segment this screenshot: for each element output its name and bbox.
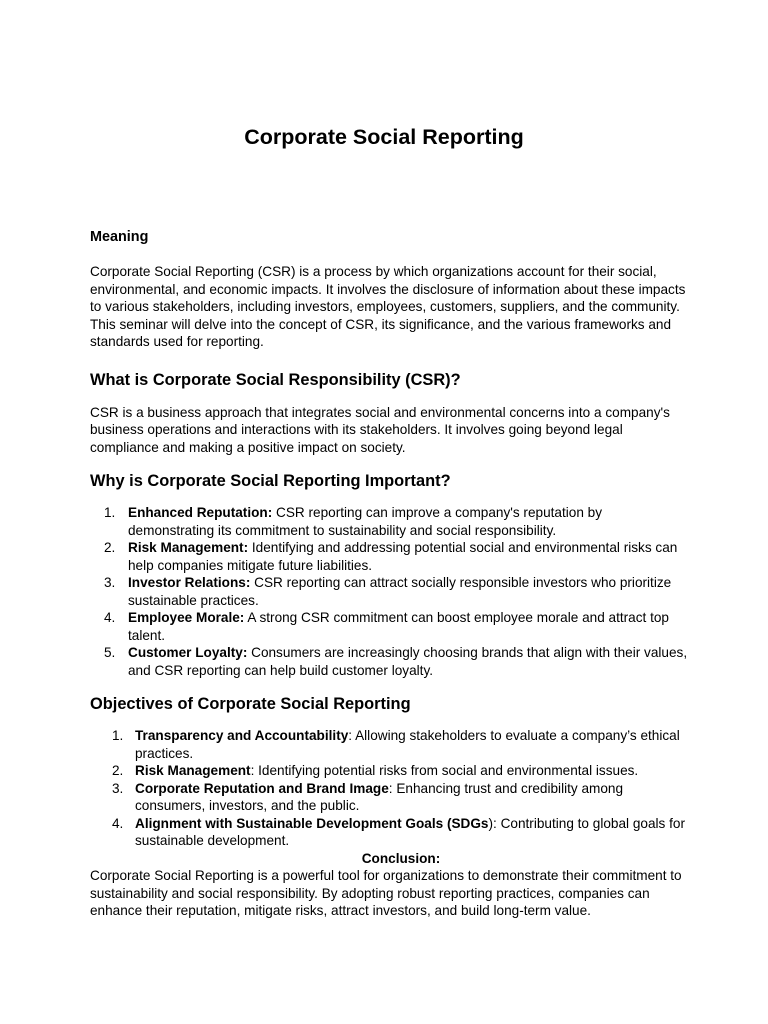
list-item [90,815,690,850]
list-item-text: Consumers are increasingly choosing brands that align with their values, and CSR reporting can help build customer loyalty. [128,645,688,678]
meaning-heading: Meaning [90,229,149,245]
list-item-number: 1. [112,728,124,743]
list-item-term: Customer Loyalty: [128,645,248,660]
list-item [90,539,690,574]
list-item-number: 3. [112,780,124,796]
list-item-term: Investor Relations: [128,575,251,590]
list-item-text: : Allowing stakeholders to evaluate a company’s ethical practices. [135,728,680,761]
list-item-number: 5. [104,645,116,660]
list-item-number: 4. [104,610,116,625]
list-item-term: Enhanced Reputation: [128,505,273,520]
list-item-text: CSR reporting can improve a company's reputation by demonstrating its commitment to sustainability and social responsibility. [128,505,603,538]
list-item-text: A strong CSR commitment can boost employee morale and attract top talent. [128,610,669,643]
list-item-number: 1. [104,505,116,520]
list-item [90,609,690,644]
list-item-term: Alignment with Sustainable Development Goals (SDGs [135,815,489,831]
list-item-term: Risk Management [135,763,251,778]
list-item-text: ): Contributing to global goals for sustainable development. [135,815,685,848]
list-item-text: Identifying and addressing potential social and environmental risks can help companies mitigate future liabilities. [128,540,678,573]
conclusion-paragraph: Corporate Social Reporting is a powerful tool for organizations to demonstrate their commitment to sustainability and social responsibility. By adopting robust reporting practices, companies can enhance their reputation, mitigate risks, attract investors, and build long-term value. [90,868,682,918]
list-item-number: 3. [104,575,116,590]
list-item [90,780,690,815]
list-item-number: 2. [112,763,124,778]
what-is-csr-heading: What is Corporate Social Responsibility (CSR)? [90,370,461,389]
list-item-text: CSR reporting can attract socially responsible investors who prioritize sustainable practices. [128,575,672,608]
why-important-heading: Why is Corporate Social Reporting Important? [90,472,451,490]
document-body [90,229,690,920]
objectives-list [90,727,690,850]
list-item-text: : Enhancing trust and credibility among consumers, investors, and the public. [135,780,624,813]
list-item-term: Corporate Reputation and Brand Image [135,780,389,796]
list-item-term: Risk Management: [128,540,249,555]
list-item-term: Employee Morale: [128,610,245,625]
list-item-term: Transparency and Accountability [135,728,349,743]
what-is-csr-paragraph: CSR is a business approach that integrates social and environmental concerns into a company's business operations and interactions with its stakeholders. It involves going beyond legal compliance and making a positive impact on society. [90,404,670,455]
why-important-list [90,504,690,679]
conclusion-heading: Conclusion: [361,850,441,866]
list-item-number: 4. [112,815,124,831]
objectives-heading: Objectives of Corporate Social Reporting [90,695,411,713]
list-item-number: 2. [104,540,116,555]
document-title: Corporate Social Reporting [244,125,524,149]
list-item [90,727,690,762]
list-item [90,574,690,609]
list-item-text: : Identifying potential risks from social and environmental issues. [250,763,639,778]
list-item [90,644,690,679]
list-item [90,504,690,539]
list-item [90,762,690,780]
meaning-paragraph: Corporate Social Reporting (CSR) is a process by which organizations account for their social, environmental, and economic impacts. It involves the disclosure of information about these impacts to various stakeholders, including investors, employees, customers, suppliers, and the community. This seminar will delve into the concept of CSR, its significance, and the various frameworks and standards used for reporting. [90,264,686,349]
